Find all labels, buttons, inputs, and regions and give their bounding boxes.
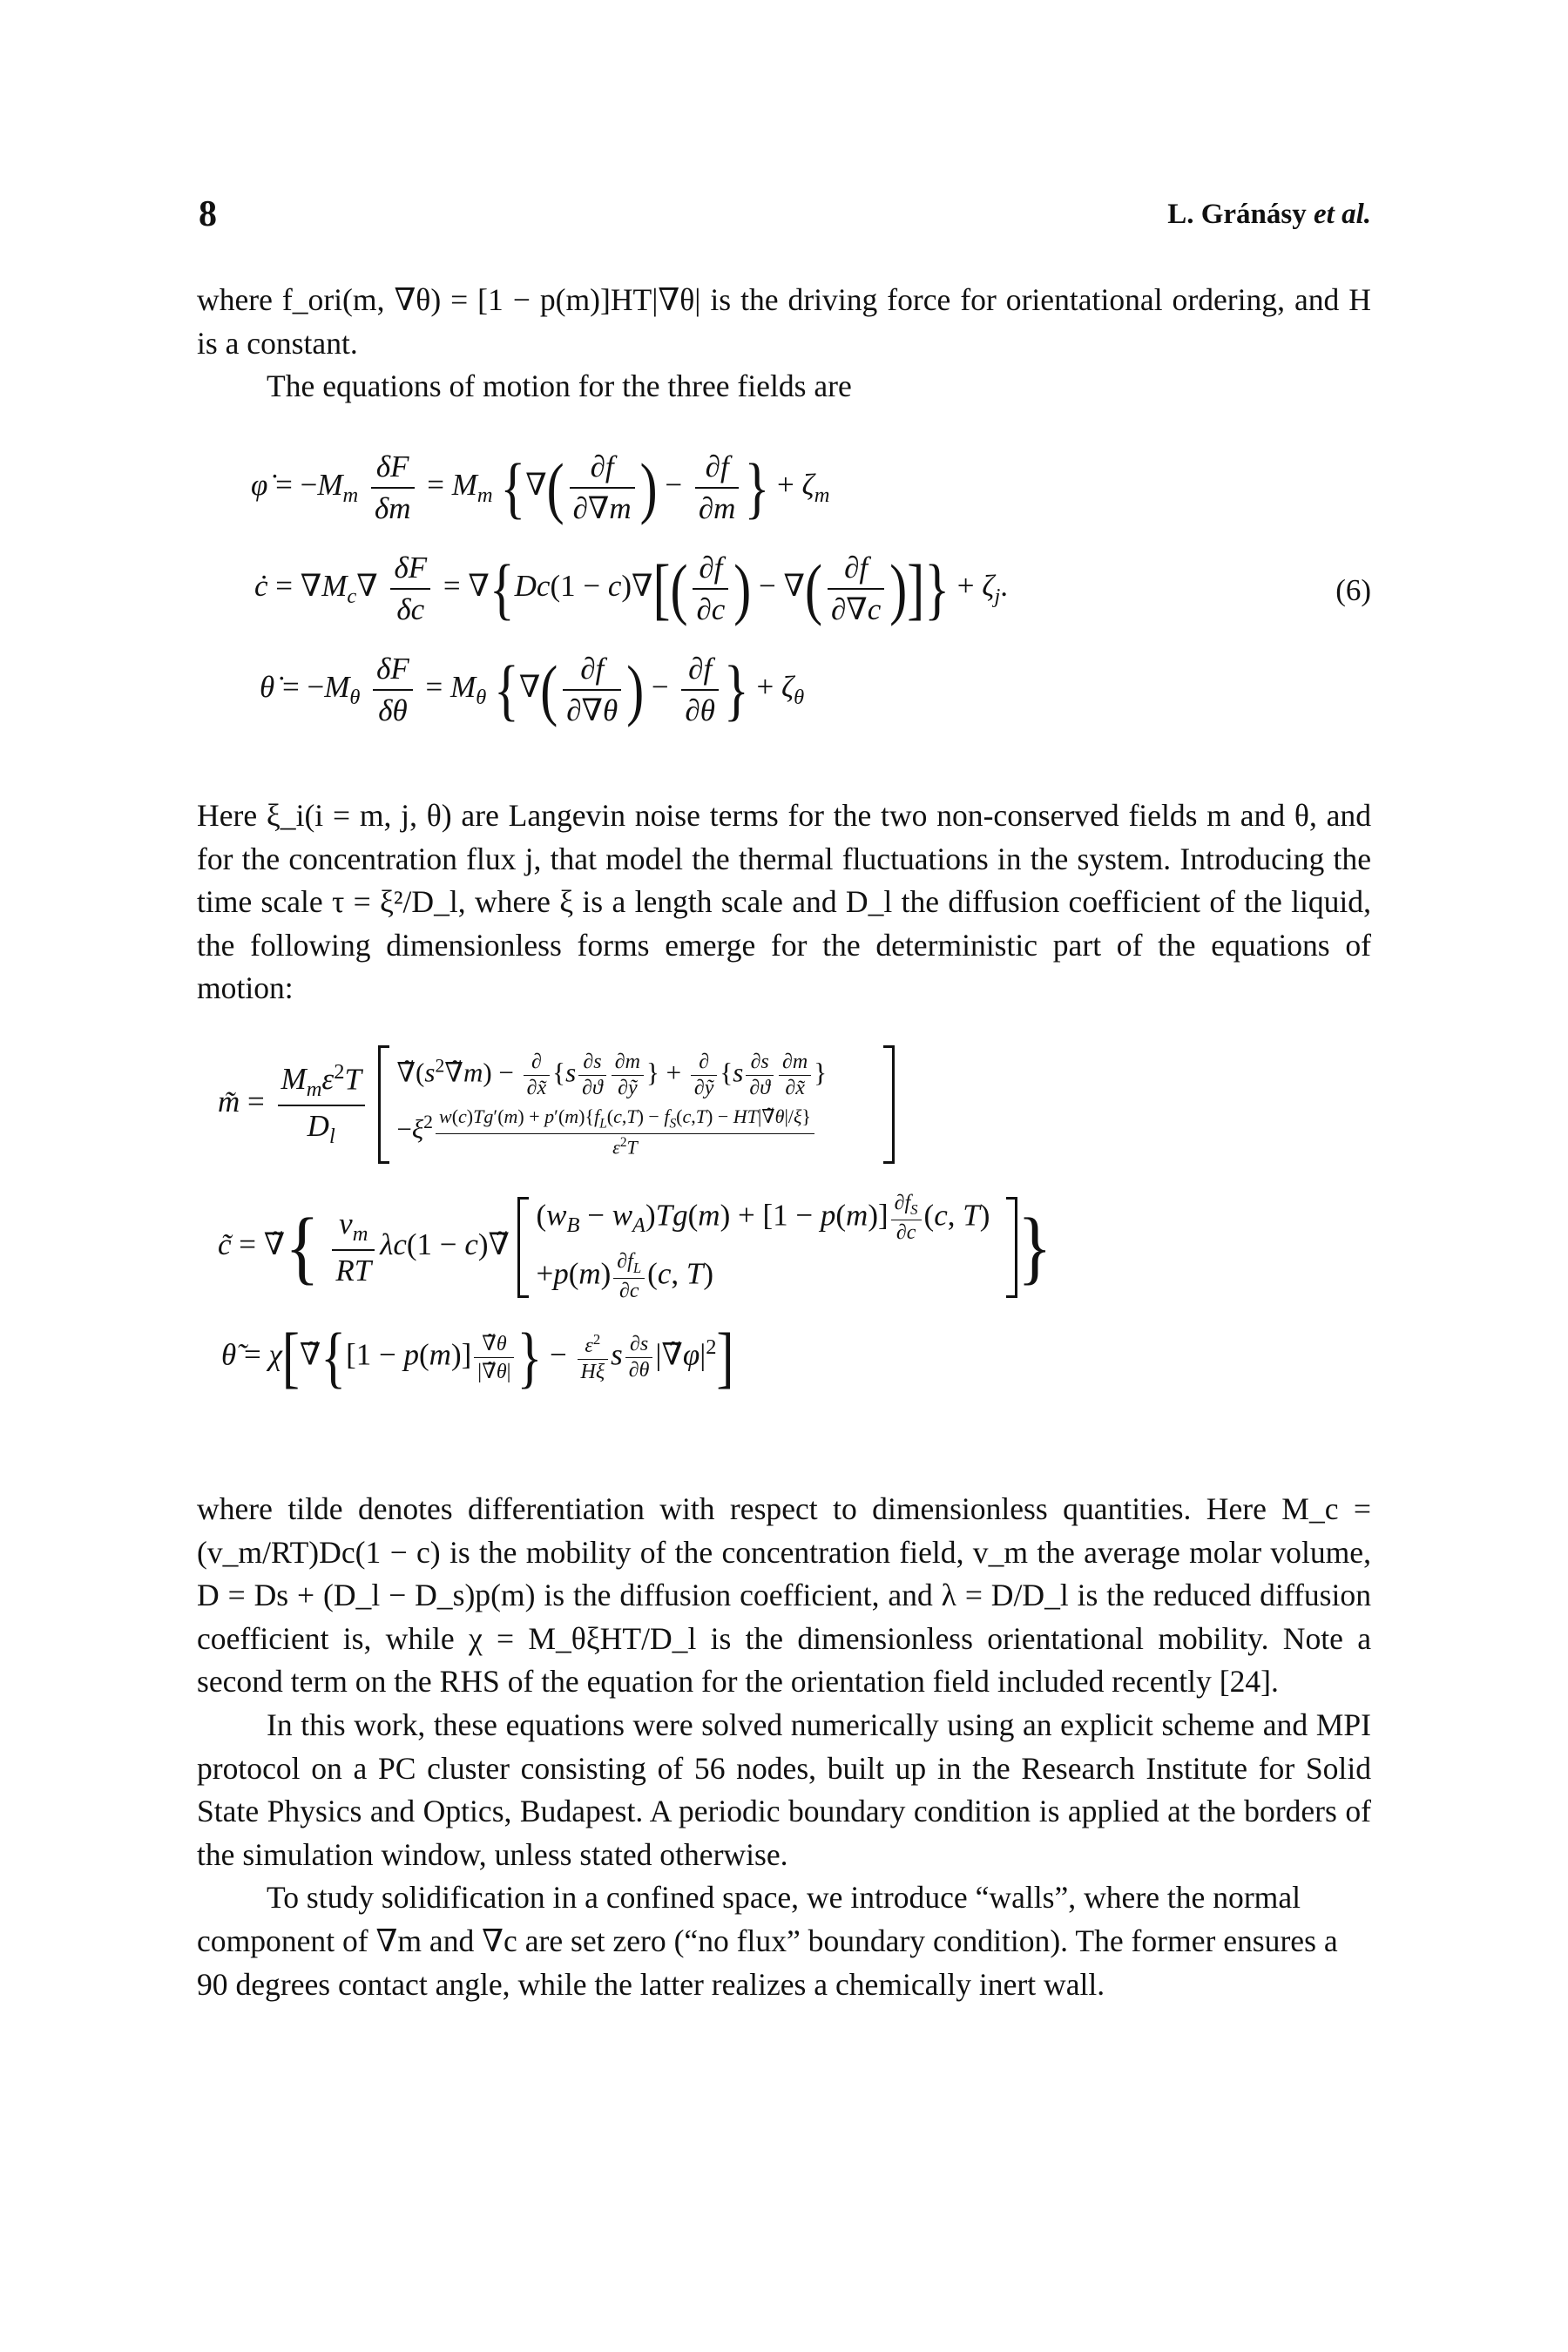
equation-c-tilde: c̃ = ∇̃{ $\frac{v_m}{RT}$ λc(1 − c)∇̃ $(w_B - w_A)Tg(m) + [1 - p(m)]$ $\frac{\partial f_S}{\partial c}$ (c, T) +p(m) $\frac{\partial f_L}{\partial c}$ (c, T) } (218, 1192, 1052, 1302)
equation-phi-dot: φ̇ = $-M_m$ $\frac{\delta F}{\delta m}$ = $M_m$ {∇( $\frac{\partial f}{\partial\nabla m}$ ) − $\frac{\partial f}{\partial m}$ } + $\zeta_m$ (251, 449, 830, 525)
equation-theta-tilde: θ̃ = χ[∇̃{[1 − p(m)] $\frac{\nablã\theta}{|\nablã\theta|}$ } − $\frac{\varepsilon^2}{H\xi}$ s $\frac{\partial s}{\partial\theta}$ $|\nablã\varphi|^2$] (221, 1319, 734, 1395)
paragraph-driving-force: where f_ori(m, ∇θ) = [1 − p(m)]HT|∇θ| is the driving force for orientational ordering, and H is a constant. (197, 282, 1371, 361)
running-head-author: L. Gránásy (1167, 199, 1307, 230)
langevin-text (197, 794, 1371, 1010)
equation-c-dot: ċ = $\nabla M_c\nabla$ $\frac{\delta F}{\delta c}$ = ∇{Dc(1 − c)∇[( $\frac{\partial f}{\partial c}$ ) − ∇( $\frac{\partial f}{\partial\nabla c}$ )]} + $\zeta_j$. (254, 551, 1008, 626)
paragraph-tilde-definition: where tilde denotes differentiation with respect to dimensionless quantities. Here M_c = (v_m/RT)Dc(1 − c) is the mobility of the concentration field, v_m the average molar volume, D = Ds + (D_l − D_s)p(m) is the diffusion coefficient, and λ = D/D_l is the reduced diffusion coefficient is, while χ = M_θξHT/D_l is the dimensionless orientational mobility. Note a second term on the RHS of the equation for the orientation field included recently [24]. (197, 1491, 1371, 1700)
paragraph-numerical-method: In this work, these equations were solved numerically using an explicit scheme and MPI protocol on a PC cluster consisting of 56 nodes, built up in the Research Institute for Solid State Physics and Optics, Budapest. A periodic boundary condition is applied at the borders of the simulation window, unless stated otherwise. (197, 1707, 1371, 1872)
body-text (197, 1488, 1371, 2006)
equation-set-6 (235, 444, 1371, 758)
equation-theta-dot: θ̇ = $-M_\theta$ $\frac{\delta F}{\delta\theta}$ = $M_\theta$ {∇( $\frac{\partial f}{\partial\nabla\theta}$ ) − $\frac{\partial f}{\partial\theta}$ } + $\zeta_\theta$ (260, 652, 805, 727)
page-number: 8 (199, 194, 217, 234)
paragraph-equations-intro: The equations of motion for the three fields are (267, 368, 852, 404)
equation-number-6: (6) (1335, 573, 1371, 607)
intro-text (197, 279, 1371, 409)
paragraph-langevin-noise: Here ξ_i(i = m, j, θ) are Langevin noise terms for the two non-conserved fields m and θ, and for the concentration flux j, that model the thermal fluctuations in the system. Introducing the time scale τ = ξ²/D_l, where ξ is a length scale and D_l the diffusion coefficient of the liquid, the following dimensionless forms emerge for the deterministic part of the equations of motion: (197, 798, 1371, 1006)
running-head (1167, 199, 1371, 231)
equation-m-tilde: m̃ = $\frac{M_m\varepsilon^2T}{D_l}$ $\nablã(s^2\nablãm)$ − $\frac{\partial}{\partial x̃}$ {s $\frac{\partial s}{\partial ϑ}$ $\frac{\partial m}{\text{∂ỹ}}$ } + $\frac{\partial}{\text{∂ỹ}}$ {s $\frac{\partial s}{\partial ϑ}$ $\frac{\partial m}{\partial x̃}$ } $-\xi^2$ $\frac{w(c)Tg'(m) + p'(m)\{f_L(c,T) - f_S(c,T) - HT|\nablã\theta|/\xi\}}{\varepsilon^2T}$ (218, 1045, 895, 1164)
paragraph-walls: To study solidification in a confined space, we introduce “walls”, where the normal component of ∇m and ∇c are set zero (“no flux” boundary condition). The former ensures a 90 degrees contact angle, while the latter realizes a chemically inert wall. (197, 1880, 1338, 2002)
equation-set-dimensionless (218, 1045, 1185, 1437)
running-head-etal: et al. (1314, 199, 1371, 230)
